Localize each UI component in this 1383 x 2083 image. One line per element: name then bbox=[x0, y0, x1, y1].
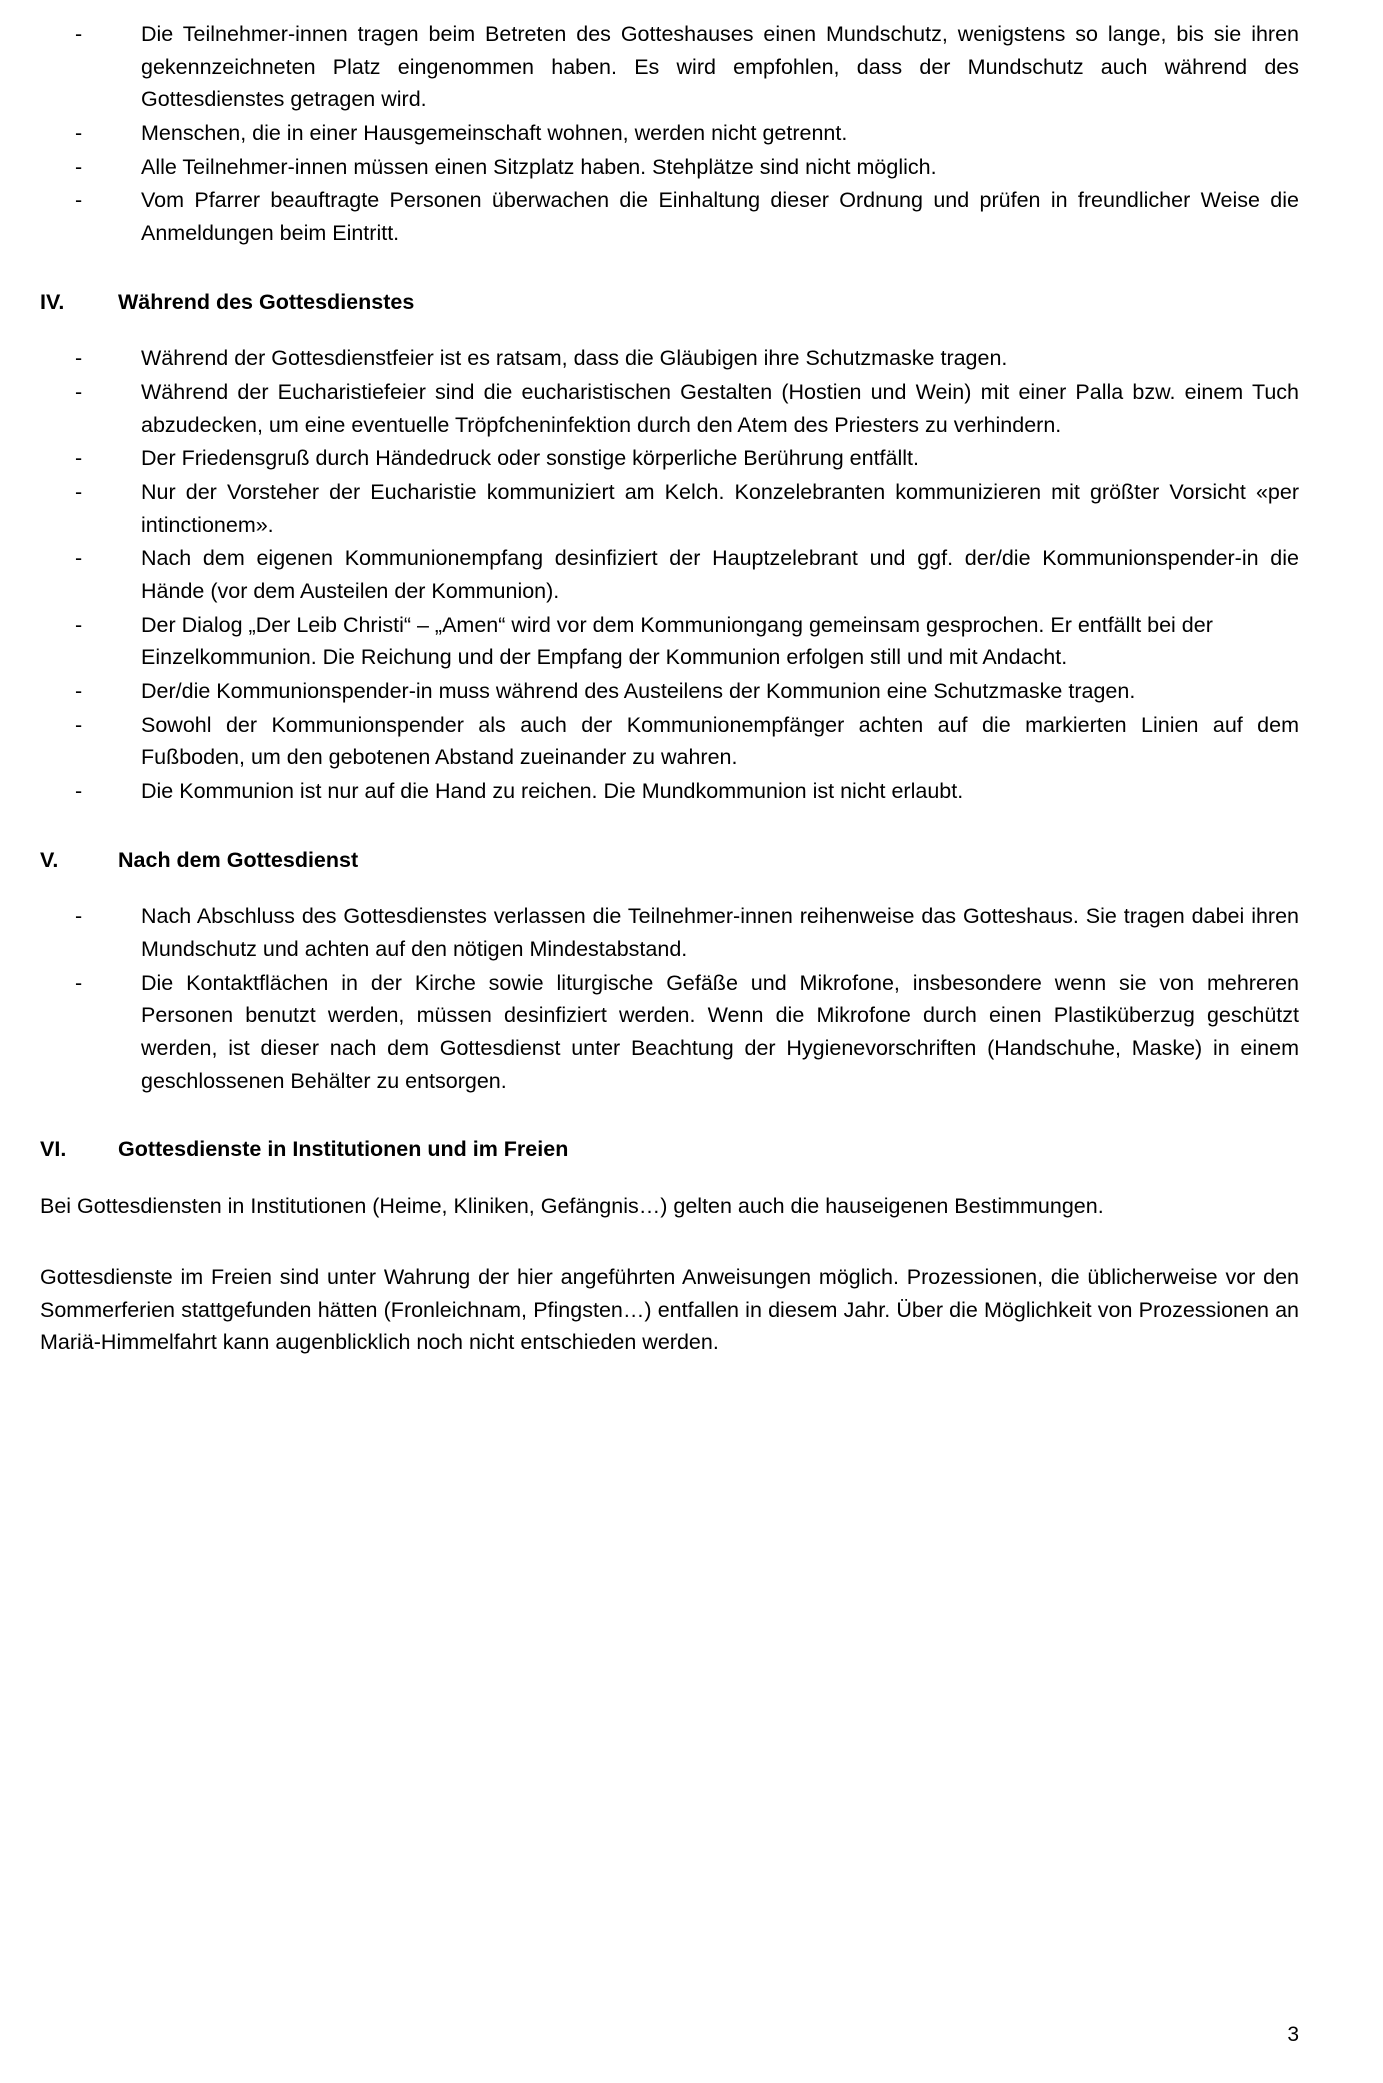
section-heading-v bbox=[40, 844, 1299, 877]
section-iv-bullet-list bbox=[40, 342, 1299, 807]
list-item bbox=[40, 775, 1299, 808]
section-title: Während des Gottesdienstes bbox=[118, 289, 415, 314]
list-item-text: Vom Pfarrer beauftragte Personen überwachen die Einhaltung dieser Ordnung und prüfen in freundlicher Weise die Anmeldungen beim Eintritt. bbox=[141, 188, 1299, 246]
list-item-text: Während der Eucharistiefeier sind die eucharistischen Gestalten (Hostien und Wein) mit einer Palla bzw. einem Tuch abzudecken, um eine eventuelle Tröpfcheninfektion durch den Atem des Priesters zu verhindern. bbox=[141, 380, 1299, 437]
intro-bullet-list bbox=[40, 18, 1299, 250]
section-title: Nach dem Gottesdienst bbox=[118, 847, 359, 872]
section-heading-vi bbox=[40, 1133, 1299, 1166]
list-item-text: Nach Abschluss des Gottesdienstes verlassen die Teilnehmer-innen reihenweise das Gotteshaus. Sie tragen dabei ihren Mundschutz und achten auf den nötigen Mindestabstand. bbox=[141, 904, 1299, 962]
list-item bbox=[40, 675, 1299, 708]
list-item-text: Der/die Kommunionspender-in muss während des Austeilens der Kommunion eine Schutzmaske tragen. bbox=[141, 679, 1136, 704]
bullet-dash-icon: - bbox=[75, 970, 83, 995]
list-item bbox=[40, 542, 1299, 607]
bullet-dash-icon: - bbox=[75, 546, 83, 571]
bullet-dash-icon: - bbox=[75, 188, 83, 213]
document-body bbox=[40, 18, 1299, 1359]
bullet-dash-icon: - bbox=[75, 712, 83, 737]
list-item bbox=[40, 900, 1299, 965]
section-title: Gottesdienste in Institutionen und im Freien bbox=[118, 1137, 569, 1162]
list-item-text: Die Kontaktflächen in der Kirche sowie liturgische Gefäße und Mikrofone, insbesondere wenn sie von mehreren Personen benutzt werden, müssen desinfiziert werden. Wenn die Mikrofone durch einen Plastiküberzug geschützt werden, ist dieser nach dem Gottesdienst unter Beachtung der Hygienevorschriften (Handschuhe, Maske) in einem geschlossenen Behälter zu entsorgen. bbox=[141, 970, 1299, 1093]
page-number: 3 bbox=[1287, 2023, 1299, 2046]
bullet-dash-icon: - bbox=[75, 480, 83, 505]
list-item-text: Nach dem eigenen Kommunionempfang desinfiziert der Hauptzelebrant und ggf. der/die Kommunionspender-in die Hände (vor dem Austeilen der Kommunion). bbox=[141, 546, 1299, 604]
list-item-text: Die Kommunion ist nur auf die Hand zu reichen. Die Mundkommunion ist nicht erlaubt. bbox=[141, 779, 964, 804]
list-item bbox=[40, 709, 1299, 774]
bullet-dash-icon: - bbox=[75, 679, 83, 704]
paragraph-spacer bbox=[40, 1249, 1299, 1261]
section-numeral: VI. bbox=[40, 1137, 67, 1162]
paragraph: Gottesdienste im Freien sind unter Wahrung der hier angeführten Anweisungen möglich. Prozessionen, die üblicherweise vor den Sommerferien stattgefunden hätten (Fronleichnam, Pfingsten…) entfallen in diesem Jahr. Über die Möglichkeit von Prozessionen an Mariä-Himmelfahrt kann augenblicklich noch nicht entschieden werden. bbox=[40, 1264, 1299, 1355]
list-item bbox=[40, 117, 1299, 150]
paragraph: Bei Gottesdiensten in Institutionen (Heime, Kliniken, Gefängnis…) gelten auch die hauseigenen Bestimmungen. bbox=[40, 1194, 1104, 1219]
list-item bbox=[40, 376, 1299, 441]
list-item bbox=[40, 442, 1299, 475]
list-item-text: Nur der Vorsteher der Eucharistie kommuniziert am Kelch. Konzelebranten kommunizieren mit größter Vorsicht «per intinctionem». bbox=[141, 480, 1299, 537]
bullet-dash-icon: - bbox=[75, 904, 83, 929]
bullet-dash-icon: - bbox=[75, 446, 83, 471]
list-item bbox=[40, 967, 1299, 1098]
list-item bbox=[40, 151, 1299, 184]
list-item-text: Der Friedensgruß durch Händedruck oder sonstige körperliche Berührung entfällt. bbox=[141, 446, 919, 471]
list-item-text: Sowohl der Kommunionspender als auch der Kommunionempfänger achten auf die markierten Linien auf dem Fußboden, um den gebotenen Abstand zueinander zu wahren. bbox=[141, 712, 1299, 770]
section-v-bullet-list bbox=[40, 900, 1299, 1097]
bullet-dash-icon: - bbox=[75, 380, 83, 405]
list-item bbox=[40, 609, 1299, 674]
list-item-text: Alle Teilnehmer-innen müssen einen Sitzplatz haben. Stehplätze sind nicht möglich. bbox=[141, 154, 937, 179]
bullet-dash-icon: - bbox=[75, 779, 83, 804]
list-item-text: Während der Gottesdienstfeier ist es ratsam, dass die Gläubigen ihre Schutzmaske tragen. bbox=[141, 346, 1008, 371]
list-item bbox=[40, 184, 1299, 249]
list-item bbox=[40, 342, 1299, 375]
bullet-dash-icon: - bbox=[75, 346, 83, 371]
list-item-text: Menschen, die in einer Hausgemeinschaft wohnen, werden nicht getrennt. bbox=[141, 121, 848, 146]
list-item-text: Der Dialog „Der Leib Christi“ – „Amen“ wird vor dem Kommuniongang gemeinsam gesprochen. Er entfällt bei der Einzelkommunion. Die Reichung und der Empfang der Kommunion erfolgen still und mit Andacht. bbox=[141, 612, 1213, 670]
section-numeral: IV. bbox=[40, 289, 65, 314]
bullet-dash-icon: - bbox=[75, 154, 83, 179]
bullet-dash-icon: - bbox=[75, 121, 83, 146]
bullet-dash-icon: - bbox=[75, 22, 83, 46]
list-item-text: Die Teilnehmer-innen tragen beim Betreten des Gotteshauses einen Mundschutz, wenigstens so lange, bis sie ihren gekennzeichneten Platz eingenommen haben. Es wird empfohlen, dass der Mundschutz auch während des Gottesdienstes getragen wird. bbox=[141, 22, 1299, 112]
section-heading-iv bbox=[40, 286, 1299, 319]
section-numeral: V. bbox=[40, 847, 59, 872]
bullet-dash-icon: - bbox=[75, 612, 83, 637]
list-item bbox=[40, 476, 1299, 541]
list-item bbox=[40, 18, 1299, 116]
